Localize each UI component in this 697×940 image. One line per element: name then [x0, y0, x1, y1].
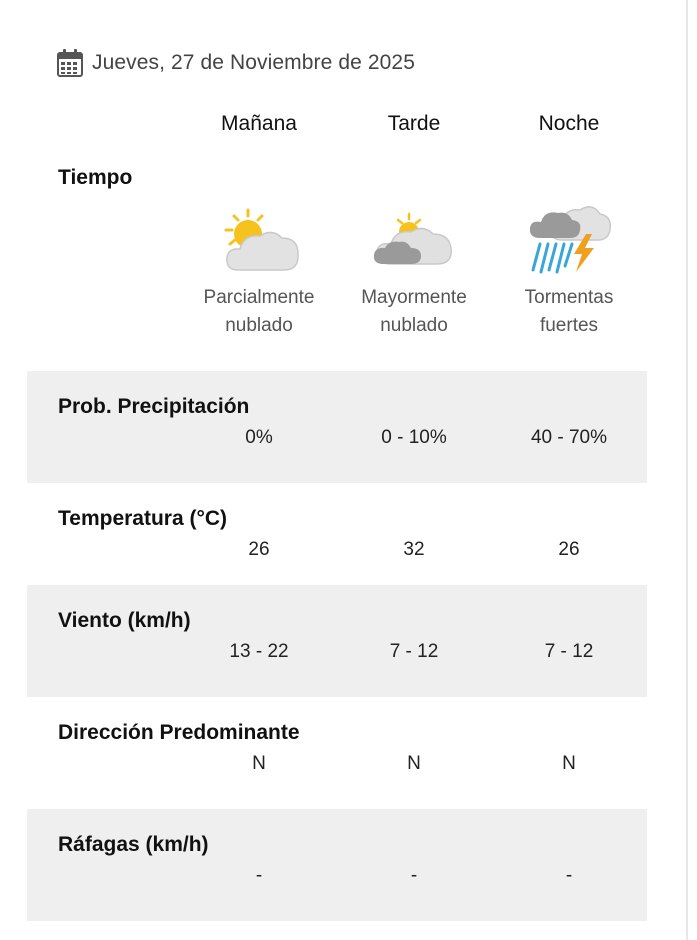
value-tarde: N [407, 753, 421, 774]
mostly-cloudy-icon [369, 196, 459, 280]
thunderstorm-icon [524, 196, 614, 280]
row-gusts [27, 809, 647, 921]
weather-desc-manana: Parcialmente nublado [203, 287, 315, 336]
value-noche: 40 - 70% [530, 427, 608, 448]
row-label: Ráfagas (km/h) [58, 833, 209, 856]
value-manana: - [255, 865, 263, 886]
row-wind [27, 585, 647, 697]
weather-desc-tarde: Mayormente nublado [361, 287, 467, 336]
value-manana: 26 [248, 539, 270, 560]
row-label: Viento (km/h) [58, 609, 191, 632]
value-manana: 13 - 22 [229, 641, 289, 662]
row-wind-direction [27, 697, 647, 809]
row-label: Temperatura (°C) [58, 507, 228, 530]
row-label: Prob. Precipitación [58, 395, 250, 418]
row-label: Dirección Predominante [58, 721, 300, 744]
value-tarde: 32 [403, 539, 425, 560]
right-edge-divider [686, 0, 688, 940]
value-noche: 7 - 12 [544, 641, 594, 662]
value-noche: N [562, 753, 576, 774]
column-header-noche: Noche [538, 112, 600, 135]
forecast-date [56, 46, 415, 80]
value-tarde: - [410, 865, 418, 886]
partly-cloudy-icon [214, 196, 304, 280]
calendar-icon [56, 48, 84, 78]
value-manana: N [252, 753, 266, 774]
value-noche: 26 [558, 539, 580, 560]
date-text: Jueves, 27 de Noviembre de 2025 [92, 51, 415, 74]
weather-desc-noche: Tormentas fuertes [524, 287, 614, 336]
value-noche: - [565, 865, 573, 886]
value-manana: 0% [245, 427, 273, 448]
column-header-tarde: Tarde [387, 112, 441, 135]
value-tarde: 7 - 12 [389, 641, 439, 662]
value-tarde: 0 - 10% [381, 427, 447, 448]
weather-label: Tiempo [58, 166, 133, 189]
column-header-manana: Mañana [221, 112, 297, 135]
row-temperature [27, 483, 647, 595]
row-precipitation [27, 371, 647, 483]
